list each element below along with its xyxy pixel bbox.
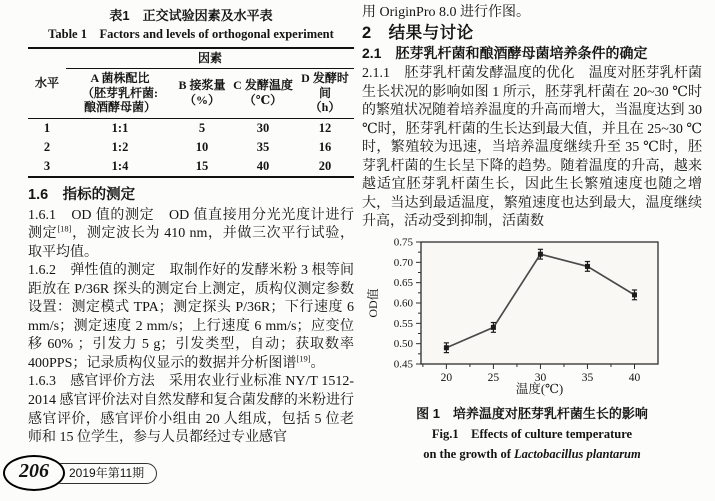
svg-text:0.60: 0.60 <box>393 297 413 310</box>
right-column <box>362 4 702 464</box>
svg-text:30: 30 <box>534 371 547 384</box>
header-col-a-line1: A 菌株配比 <box>90 71 150 85</box>
paragraph-1-6-2-text: 1.6.2 弹性值的测定 取制作好的发酵米粉 3 根等间距放在 P/36R 探头的测定台上测定，质构仪测定参数设置：测定模式 TPA；测定探头 P/36R；下行速度 6 mm/s；测定速度 2 mm/s；上行速度 6 mm/s；应变位移 60% ；引发力 5 g；引发类型，自动；获取数率 400PPS；记录质构仪显示的数据并分析图谱 <box>28 263 354 371</box>
header-col-b <box>174 69 230 119</box>
left-column <box>28 6 354 448</box>
species-name: Lactobacillus plantarum <box>513 446 641 461</box>
page-footer <box>3 455 157 491</box>
cell-ratio-3: 1:4 <box>111 158 129 173</box>
svg-text:0.65: 0.65 <box>393 277 413 290</box>
table-row <box>28 118 354 138</box>
figure-caption-en-2 <box>362 444 702 464</box>
paragraph-1-6-1 <box>28 207 354 263</box>
header-col-d-line1: D 发酵时间 <box>301 71 349 100</box>
origin-line: 用 OriginPro 8.0 进行作图。 <box>362 5 530 20</box>
table-row-factor <box>28 48 354 69</box>
header-col-a-line3: 酿酒酵母菌） <box>83 100 156 114</box>
figure-caption-en-2-prefix: on the growth of <box>423 446 514 461</box>
svg-text:25: 25 <box>487 371 500 384</box>
section-heading-2-1: 2.1 胚芽乳杆菌和酿酒酵母菌培养条件的确定 <box>362 45 648 61</box>
svg-text:20: 20 <box>440 371 453 384</box>
issue-badge: 2019年第11期 <box>51 463 157 484</box>
header-factor: 因素 <box>66 48 354 69</box>
paragraph-1-6-1-text2: ，测定波长为 410 nm，并做三次平行试验，取平均值。 <box>28 226 354 260</box>
svg-text:0.70: 0.70 <box>393 256 413 269</box>
cell-ratio-2: 1:2 <box>111 139 129 154</box>
svg-text:温度(℃): 温度(℃) <box>515 381 564 396</box>
cell-inoculum-3: 15 <box>195 158 209 173</box>
header-col-a <box>66 69 174 119</box>
svg-text:40: 40 <box>628 371 641 384</box>
paragraph-1-6-2-text2: 。 <box>310 355 325 371</box>
cell-ratio-1: 1:1 <box>111 120 129 135</box>
svg-text:0.45: 0.45 <box>393 358 413 371</box>
table-row <box>28 157 354 177</box>
header-col-d <box>296 69 354 119</box>
section-heading-2: 2 结果与讨论 <box>362 24 474 42</box>
header-level: 水平 <box>28 48 66 118</box>
chart-svg <box>362 234 702 397</box>
orthogonal-table <box>28 47 354 178</box>
svg-text:OD值: OD值 <box>366 288 380 318</box>
cell-temp-1: 30 <box>256 120 270 135</box>
table-row-subhead <box>28 69 354 119</box>
header-col-b-line2: （%） <box>183 92 220 107</box>
svg-text:0.50: 0.50 <box>393 338 413 351</box>
header-col-a-line2: （胚芽乳杆菌: <box>82 85 158 100</box>
cell-temp-2: 35 <box>256 139 270 154</box>
table-title-zh: 表1 正交试验因素及水平表 <box>109 8 273 23</box>
header-col-b-line1: B 接浆量 <box>178 78 226 93</box>
cell-inoculum-2: 10 <box>195 139 209 154</box>
figure-caption-zh: 图 1 培养温度对胚芽乳杆菌生长的影响 <box>416 405 648 421</box>
cell-time-2: 16 <box>318 139 332 154</box>
header-col-d-line2: （h） <box>309 100 341 114</box>
cell-level-3: 3 <box>43 158 51 173</box>
cell-level-2: 2 <box>43 139 51 154</box>
footnote-ref-18: [18] <box>57 223 72 234</box>
svg-text:35: 35 <box>581 371 594 384</box>
table-row <box>28 138 354 157</box>
cell-level-1: 1 <box>43 120 51 135</box>
paragraph-2-1-1: 2.1.1 胚芽乳杆菌发酵温度的优化 温度对胚芽乳杆菌生长状况的影响如图 1 所示，胚芽乳杆菌在 20~30 ℃时的繁殖状况随着培养温度的升高而增大，当温度达到 30 ℃时，胚芽乳杆菌的生长达到最大值，并且在 25~30 ℃时，繁殖较为迅速，当培养温度继续升至 35 ℃时，胚芽乳杆菌的生长呈下降的趋势。随着温度的升高，越来越适宜胚芽乳杆菌生长，因此生长繁殖速度也随之增大，当达到最适温度，繁殖速度也达到最大，温度继续升高，活动受到抑制，活菌数 <box>362 66 702 230</box>
header-col-c-line1: C 发酵温度 <box>233 78 293 93</box>
cell-time-1: 12 <box>318 120 332 135</box>
svg-text:0.55: 0.55 <box>393 317 413 330</box>
footnote-ref-19: [19] <box>296 353 311 364</box>
header-col-c-line2: （℃） <box>243 92 283 107</box>
figure-chart <box>362 234 702 464</box>
cell-inoculum-1: 5 <box>198 120 206 135</box>
paragraph-1-6-1-text: 1.6.1 OD 值的测定 OD 值直接用分光光度计进行测定 <box>28 207 354 242</box>
page-number: 206 <box>3 455 65 491</box>
section-heading-1-6: 1.6 指标的测定 <box>28 186 136 203</box>
figure-caption-en-1: Fig.1 Effects of culture temperature <box>431 426 633 441</box>
cell-temp-3: 40 <box>256 158 270 173</box>
table-title-en: Table 1 Factors and levels of orthogonal experiment <box>48 27 334 41</box>
svg-text:0.75: 0.75 <box>393 236 413 249</box>
cell-time-3: 20 <box>318 158 332 173</box>
header-col-c <box>230 69 296 119</box>
paragraph-1-6-2 <box>28 262 354 373</box>
paragraph-1-6-3: 1.6.3 感官评价方法 采用农业行业标准 NY/T 1512-2014 感官评价法对自然发酵和复合菌发酵的米粉进行感官评价，感官评价小组由 20 人组成，包括 5 位老师和 15 位学生，参与人员都经过专业感官 <box>28 374 354 446</box>
